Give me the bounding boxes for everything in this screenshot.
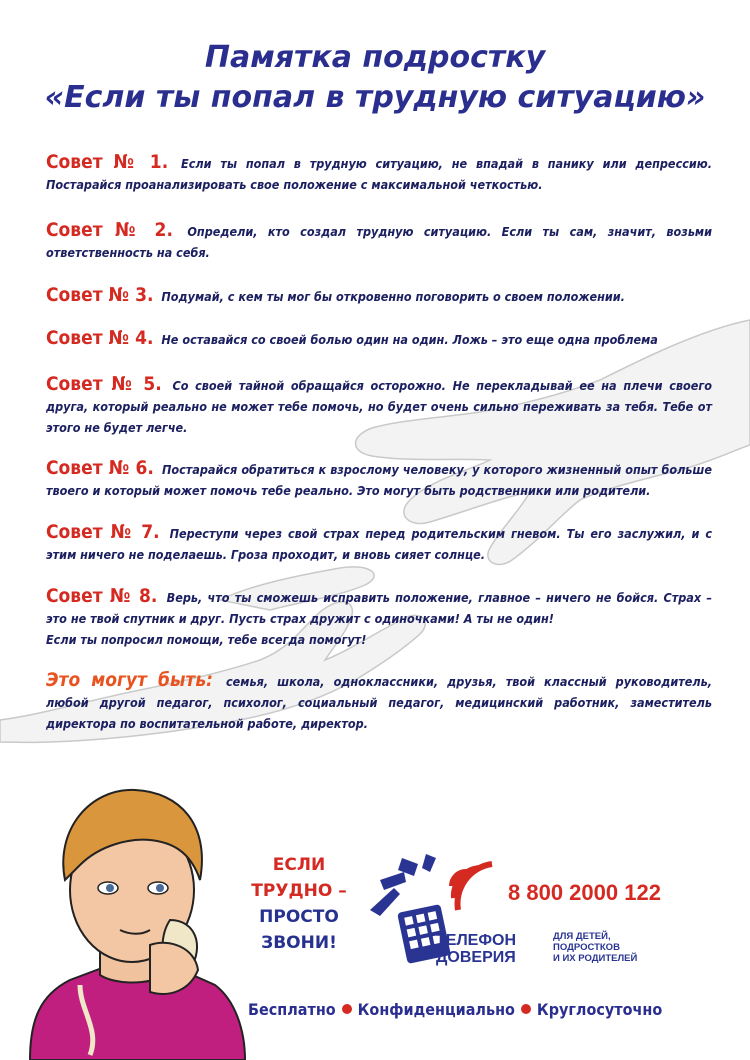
tip-text: Переступи через свой страх перед родительским гневом. Ты его заслужил, и с этим ничего не поделаешь. Гроза проходит, и вновь сияет солнце.: [46, 526, 712, 562]
call-slogan: [234, 852, 364, 956]
helpline-phone-number: 8 800 2000 122: [508, 880, 661, 905]
tip-label: Совет № 1.: [46, 151, 169, 173]
contacts-list: [46, 670, 712, 734]
tip-label: Совет № 8.: [46, 585, 158, 607]
tip-text: Постарайся обратиться к взрослому человеку, у которого жизненный опыт больше твоего и который может помочь тебе реально. Это могут быть родственники или родители.: [46, 462, 712, 498]
tip-text: Со своей тайной обращайся осторожно. Не перекладывай ее на плечи своего друга, который реально не может тебе помочь, но будет очень сильно переживать за тебя. Тебе от этого не будет легче.: [46, 378, 712, 435]
tip-text: Если ты попал в трудную ситуацию, не впадай в панику или депрессию. Постарайся проанализировать свое положение с максимальной четкостью.: [46, 156, 712, 192]
slogan-line-3: ПРОСТО: [259, 907, 339, 927]
bullet-dot-icon: [342, 1004, 352, 1014]
tip-2: [46, 220, 712, 263]
tip-7: [46, 522, 712, 565]
helpline-name-line-1: ТЕЛЕФОН: [436, 932, 516, 949]
feature-free: Бесплатно: [248, 1000, 336, 1019]
tip-text: Не оставайся со своей болью один на один. Ложь – это еще одна проблема: [161, 332, 658, 347]
tip-text: Подумай, с кем ты мог бы откровенно поговорить о своем положении.: [161, 289, 625, 304]
tip-label: Совет № 2.: [46, 219, 173, 241]
bullet-dot-icon: [521, 1004, 531, 1014]
slogan-line-1: ЕСЛИ: [272, 855, 326, 875]
tip-6: [46, 458, 712, 501]
tip-label: Совет № 3.: [46, 284, 154, 306]
tip-label: Совет № 7.: [46, 521, 160, 543]
tip-extra-text: Если ты попросил помощи, тебе всегда помогут!: [46, 632, 367, 647]
slogan-line-2: ТРУДНО –: [251, 881, 347, 901]
helpline-audience-line-2: ПОДРОСТКОВ: [553, 942, 620, 953]
tip-5: [46, 374, 712, 438]
service-features: [248, 1000, 728, 1019]
tip-label: Совет № 5.: [46, 373, 162, 395]
contacts-label: Это могут быть:: [46, 669, 213, 691]
tip-4: [46, 328, 712, 350]
helpline-audience: [553, 931, 637, 964]
boy-on-phone-illustration: [20, 770, 250, 1060]
tip-8: [46, 586, 712, 650]
helpline-audience-line-3: И ИХ РОДИТЕЛЕЙ: [553, 953, 638, 964]
title-line-1: Памятка подростку: [204, 40, 546, 75]
tip-label: Совет № 4.: [46, 327, 154, 349]
contacts-text: семья, школа, одноклассники, друзья, твой классный руководитель, любой другой педагог, психолог, социальный педагог, медицинский работник, заместитель директора по воспитательной работе, директор.: [46, 674, 712, 731]
page-title: [0, 38, 750, 118]
tip-1: [46, 152, 712, 195]
helpline-name: [436, 932, 516, 966]
title-line-2: «Если ты попал в трудную ситуацию»: [44, 80, 706, 115]
slogan-line-4: ЗВОНИ!: [261, 933, 337, 953]
helpline-audience-line-1: ДЛЯ ДЕТЕЙ,: [553, 931, 611, 942]
feature-confidential: Конфиденциально: [357, 1000, 515, 1019]
tip-label: Совет № 6.: [46, 457, 154, 479]
feature-around-the-clock: Круглосуточно: [536, 1000, 663, 1019]
helpline-name-line-2: ДОВЕРИЯ: [436, 949, 516, 966]
tip-text: Определи, кто создал трудную ситуацию. Если ты сам, значит, возьми ответственность на себя.: [46, 224, 712, 260]
tip-3: [46, 285, 712, 307]
tip-text: Верь, что ты сможешь исправить положение, главное – ничего не бойся. Страх – это не твой спутник и друг. Пусть страх дружит с одиночками! А ты не один!: [46, 590, 712, 626]
